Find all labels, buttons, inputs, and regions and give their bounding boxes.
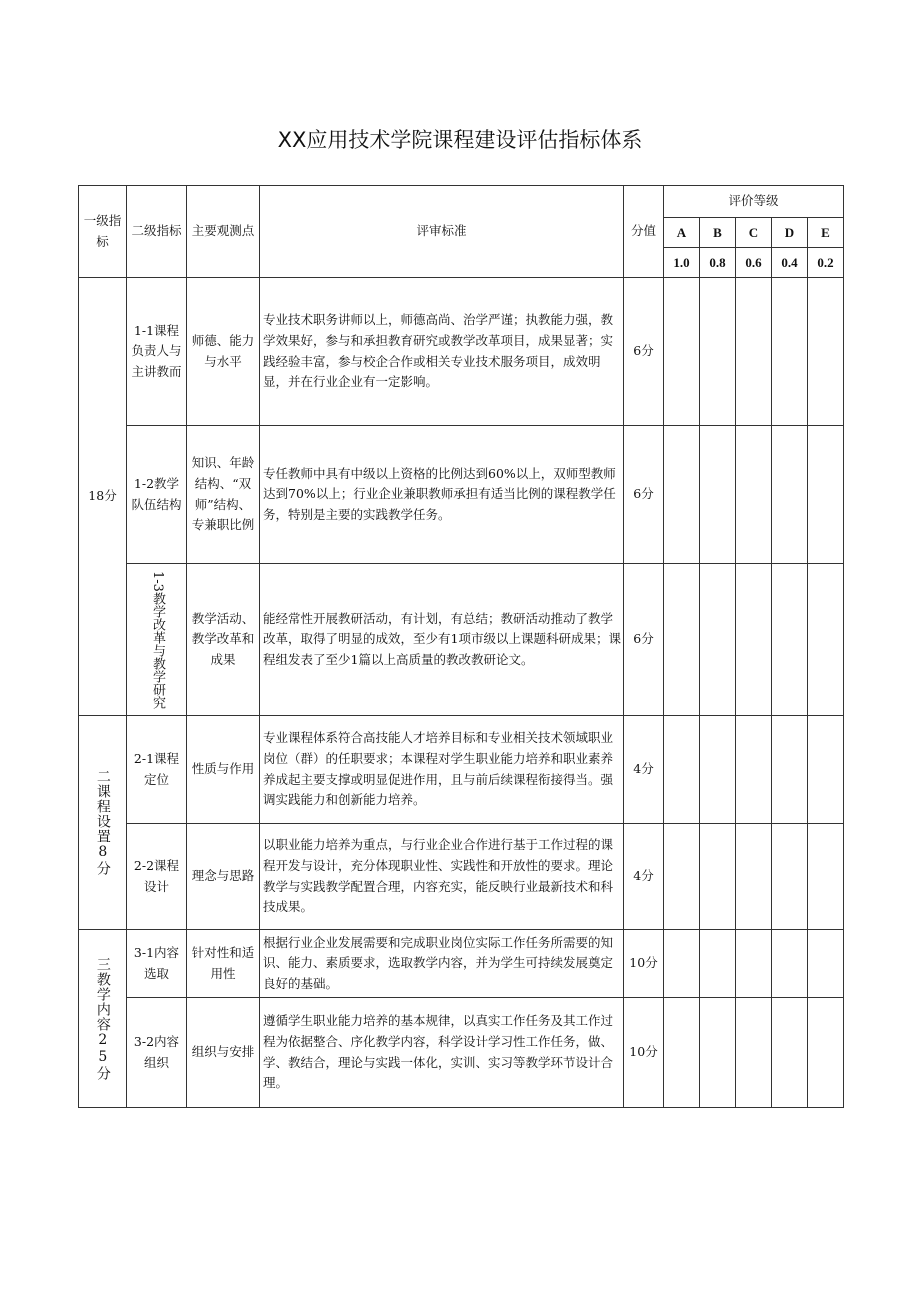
row-level2: 1-3教学改革与教学研究 (149, 570, 165, 709)
header-level2: 二级指标 (127, 186, 187, 278)
row-score: 4分 (624, 824, 664, 930)
row-observation: 组织与安排 (187, 998, 260, 1108)
row-observation: 师德、能力与水平 (187, 278, 260, 426)
row-score: 6分 (624, 278, 664, 426)
evaluation-table (78, 185, 844, 1108)
table-row (79, 998, 844, 1108)
row-level2: 3-1内容选取 (127, 930, 187, 998)
row-observation: 性质与作用 (187, 716, 260, 824)
section-level1: 三教学内容25分 (94, 956, 111, 1081)
row-criteria: 专业课程体系符合高技能人才培养目标和专业相关技术领域职业岗位（群）的任职要求；本课程对学生职业能力培养和职业素养养成起主要支撑或明显促进作用，且与前后续课程衔接得当。强调实践能力和创新能力培养。 (260, 716, 624, 824)
table-row (79, 564, 844, 716)
row-level2: 1-1课程负责人与主讲教而 (127, 278, 187, 426)
header-score: 分值 (624, 186, 664, 278)
header-observation: 主要观测点 (187, 186, 260, 278)
grade-c: C (736, 218, 772, 248)
row-observation: 知识、年龄结构、“双师”结构、专兼职比例 (187, 426, 260, 564)
row-score: 6分 (624, 564, 664, 716)
grade-e: E (808, 218, 844, 248)
table-row (79, 426, 844, 564)
row-level2: 3-2内容组织 (127, 998, 187, 1108)
weight-c: 0.6 (736, 248, 772, 278)
row-criteria: 专业技术职务讲师以上，师德高尚、治学严谨；执教能力强，教学效果好，参与和承担教育研究或教学改革项目，成果显著；实践经验丰富，参与校企合作或相关专业技术服务项目，成效明显，并在行业企业有一定影响。 (260, 278, 624, 426)
page-title: XX应用技术学院课程建设评估指标体系 (277, 128, 643, 152)
table-row (79, 824, 844, 930)
row-criteria: 专任教师中具有中级以上资格的比例达到60%以上，双师型教师达到70%以上；行业企业兼职教师承担有适当比例的课程教学任务，特别是主要的实践教学任务。 (260, 426, 624, 564)
section-level1: 二课程设置8分 (94, 769, 111, 876)
header-criteria: 评审标准 (260, 186, 624, 278)
row-observation: 理念与思路 (187, 824, 260, 930)
row-score: 10分 (624, 930, 664, 998)
row-level2: 2-1课程定位 (127, 716, 187, 824)
weight-e: 0.2 (808, 248, 844, 278)
header-rating: 评价等级 (664, 186, 844, 218)
row-score: 6分 (624, 426, 664, 564)
row-criteria: 能经常性开展教研活动，有计划，有总结；教研活动推动了教学改革，取得了明显的成效，至少有1项市级以上课题科研成果；课程组发表了至少1篇以上高质量的教改教研论文。 (260, 564, 624, 716)
row-criteria: 根据行业企业发展需要和完成职业岗位实际工作任务所需要的知识、能力、素质要求，选取教学内容，并为学生可持续发展奠定良好的基础。 (260, 930, 624, 998)
section-level1: 18分 (79, 278, 127, 716)
row-score: 4分 (624, 716, 664, 824)
weight-d: 0.4 (772, 248, 808, 278)
row-criteria: 以职业能力培养为重点，与行业企业合作进行基于工作过程的课程开发与设计，充分体现职业性、实践性和开放性的要求。理论教学与实践教学配置合理，内容充实，能反映行业最新技术和科技成果。 (260, 824, 624, 930)
table-row (79, 930, 844, 998)
row-observation: 针对性和适用性 (187, 930, 260, 998)
weight-b: 0.8 (700, 248, 736, 278)
row-level2: 1-2教学队伍结构 (127, 426, 187, 564)
grade-d: D (772, 218, 808, 248)
row-level2: 2-2课程设计 (127, 824, 187, 930)
header-level1: 一级指标 (79, 186, 127, 278)
row-score: 10分 (624, 998, 664, 1108)
weight-a: 1.0 (664, 248, 700, 278)
row-observation: 教学活动、教学改革和成果 (187, 564, 260, 716)
table-row (79, 716, 844, 824)
table-row (79, 278, 844, 426)
grade-a: A (664, 218, 700, 248)
row-criteria: 遵循学生职业能力培养的基本规律，以真实工作任务及其工作过程为依据整合、序化教学内容，科学设计学习性工作任务，做、学、教结合，理论与实践一体化，实训、实习等教学环节设计合理。 (260, 998, 624, 1108)
grade-b: B (700, 218, 736, 248)
